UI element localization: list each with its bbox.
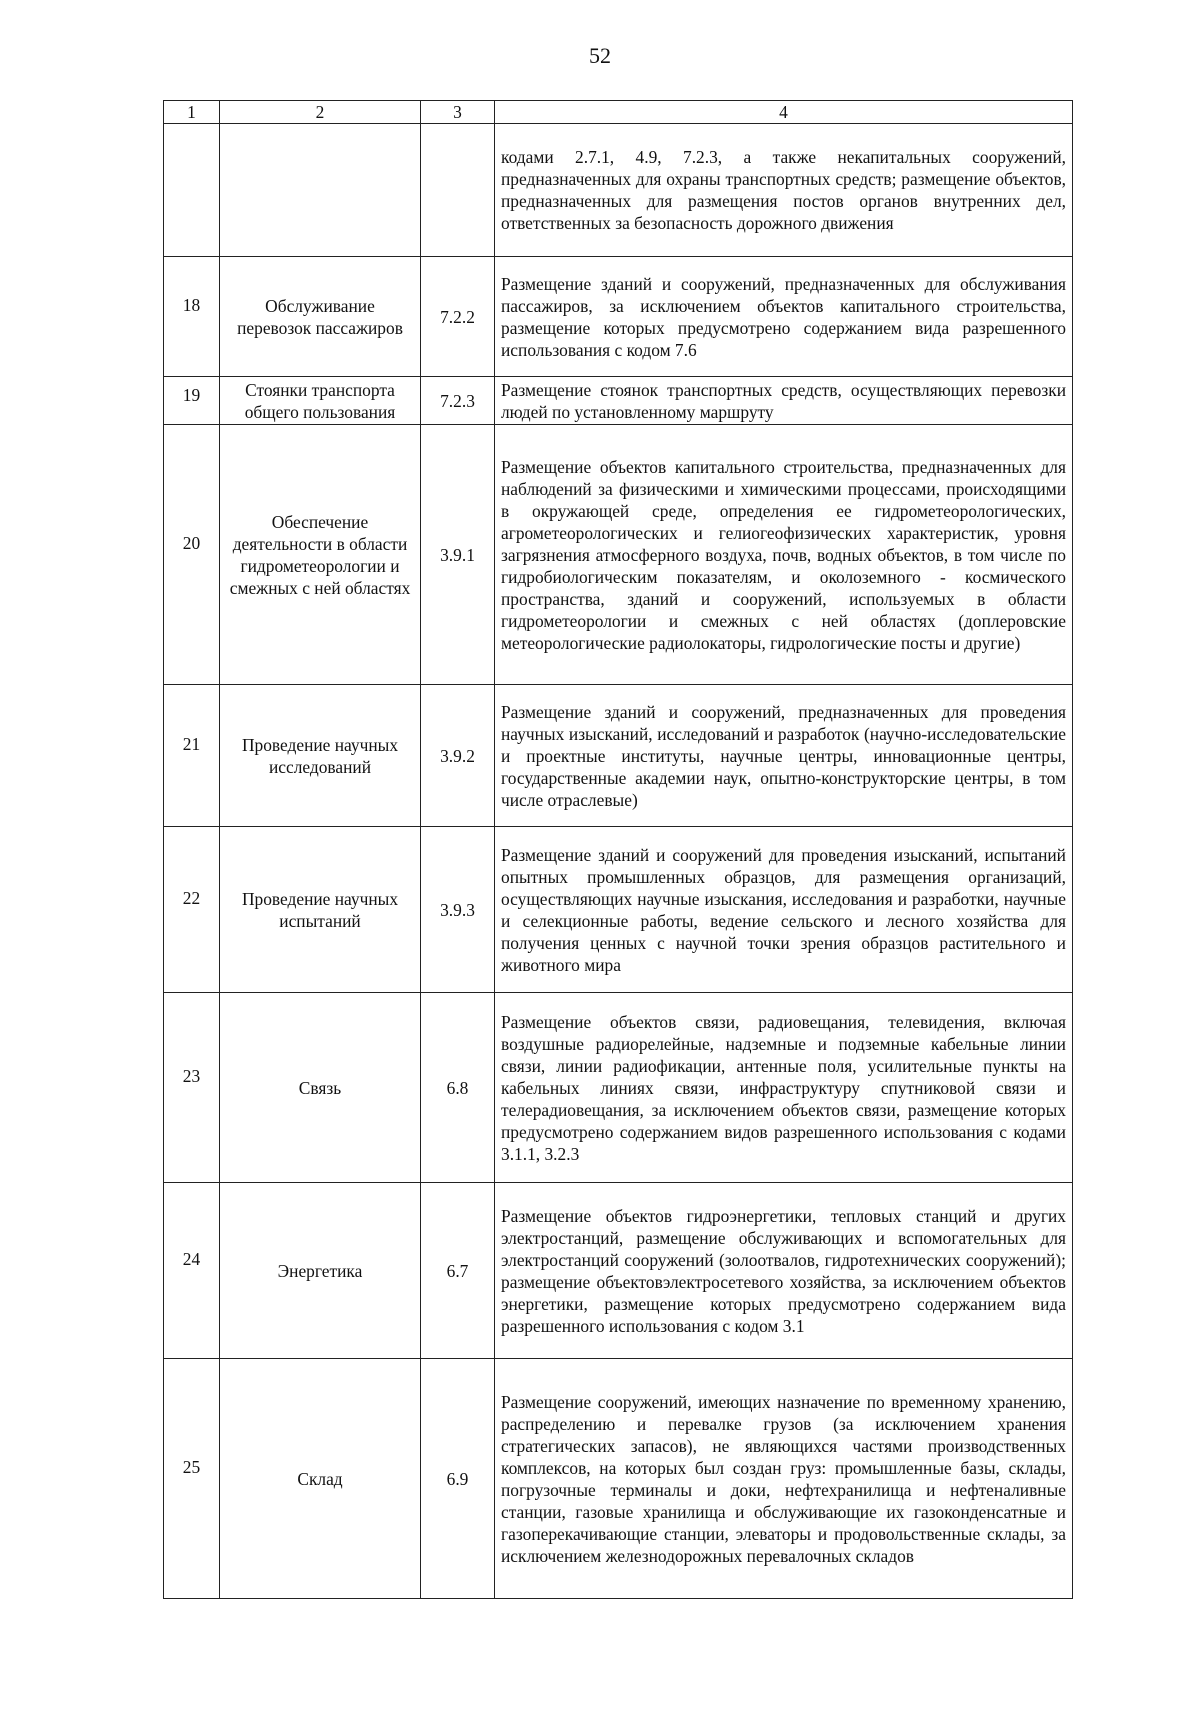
header-col-3: 3 [421,101,495,124]
table-row [164,827,1073,993]
use-name: Обслуживание перевозок пассажиров [220,257,421,377]
use-code: 6.7 [421,1183,495,1359]
use-description: Размещение зданий и сооружений, предназначенных для обслуживания пассажиров, за исключением объектов капитального строительства, размещение которых предусмотрено содержанием вида разрешенного использования с кодом 7.6 [495,257,1073,377]
use-description: Размещение объектов гидроэнергетики, тепловых станций и других электростанций, размещение обслуживающих и вспомогательных для электростанций сооружений (золоотвалов, гидротехнических сооружений); размещение объектовэлектросетевого хозяйства, за исключением объектов энергетики, размещение которых предусмотрено содержанием вида разрешенного использования с кодом 3.1 [495,1183,1073,1359]
row-number-text: 22 [182,887,201,908]
row-number [164,827,220,993]
use-name: Стоянки транспорта общего пользования [220,377,421,425]
row-number [164,425,220,685]
use-code: 3.9.1 [421,425,495,685]
header-col-4: 4 [495,101,1073,124]
use-code: 3.9.2 [421,685,495,827]
use-name: Проведение научных испытаний [220,827,421,993]
row-number-text: 21 [182,733,201,754]
use-description: Размещение зданий и сооружений для проведения изысканий, испытаний опытных промышленных образцов, для размещения организаций, осуществляющих научные изыскания, исследования и разработки, научные и селекционные работы, ведение сельского и лесного хозяйства для получения ценных с научной точки зрения образцов растительного и животного мира [495,827,1073,993]
use-code: 6.8 [421,993,495,1183]
table-row [164,124,1073,257]
use-name: Энергетика [220,1183,421,1359]
use-code: 7.2.2 [421,257,495,377]
header-row [164,101,1073,124]
row-number [164,377,220,425]
use-code: 7.2.3 [421,377,495,425]
table-row [164,993,1073,1183]
table-row [164,257,1073,377]
use-description: Размещение стоянок транспортных средств, осуществляющих перевозки людей по установленному маршруту [495,377,1073,425]
row-number-text: 25 [182,1456,201,1477]
use-name: Обеспечение деятельности в области гидрометеорологии и смежных с ней областях [220,425,421,685]
table-row [164,377,1073,425]
row-number-text: 18 [182,294,201,315]
use-code: 6.9 [421,1359,495,1599]
use-code [421,124,495,257]
row-number [164,1359,220,1599]
use-name: Связь [220,993,421,1183]
page-number: 52 [589,43,611,68]
row-number-text: 23 [182,1065,201,1086]
use-description: Размещение объектов связи, радиовещания, телевидения, включая воздушные радиорелейные, надземные и подземные кабельные линии связи, линии радиофикации, антенные поля, усилительные пункты на кабельных линиях связи, инфраструктуру спутниковой связи и телерадиовещания, за исключением объектов связи, размещение которых предусмотрено содержанием видов разрешенного использования с кодами 3.1.1, 3.2.3 [495,993,1073,1183]
land-use-table [163,100,1073,1599]
use-code: 3.9.3 [421,827,495,993]
row-number-text: 24 [182,1248,201,1269]
row-number [164,124,220,257]
use-description: Размещение зданий и сооружений, предназначенных для проведения научных изысканий, исследований и разработок (научно-исследовательские и проектные институты, научные центры, инновационные центры, государственные академии наук, опытно-конструкторские центры, в том числе отраслевые) [495,685,1073,827]
use-description: кодами 2.7.1, 4.9, 7.2.3, а также некапитальных сооружений, предназначенных для охраны транспортных средств; размещение объектов, предназначенных для размещения постов органов внутренних дел, ответственных за безопасность дорожного движения [495,124,1073,257]
use-name: Склад [220,1359,421,1599]
use-description: Размещение сооружений, имеющих назначение по временному хранению, распределению и перевалке грузов (за исключением хранения стратегических запасов), не являющихся частями производственных комплексов, на которых был создан груз: промышленные базы, склады, погрузочные терминалы и доки, нефтехранилища и нефтеналивные станции, газовые хранилища и обслуживающие их газоконденсатные и газоперекачивающие станции, элеваторы и продовольственные склады, за исключением железнодорожных перевалочных складов [495,1359,1073,1599]
table-row [164,685,1073,827]
row-number-text: 20 [182,532,201,553]
table-row [164,1359,1073,1599]
use-name [220,124,421,257]
use-description: Размещение объектов капитального строительства, предназначенных для наблюдений за физическими и химическими процессами, происходящими в окружающей среде, определения ее гидрометеорологических, агрометеорологических и гелиогеофизических характеристик, уровня загрязнения атмосферного воздуха, почв, водных объектов, в том числе по гидробиологическим показателям, и околоземного - космического пространства, зданий и сооружений, используемых в области гидрометеорологии и смежных с ней областях (доплеровские метеорологические радиолокаторы, гидрологические посты и другие) [495,425,1073,685]
row-number [164,1183,220,1359]
table-row [164,425,1073,685]
row-number-text: 19 [182,384,201,405]
use-name: Проведение научных исследований [220,685,421,827]
row-number [164,685,220,827]
header-col-1: 1 [164,101,220,124]
header-col-2: 2 [220,101,421,124]
table-row [164,1183,1073,1359]
row-number [164,993,220,1183]
row-number [164,257,220,377]
